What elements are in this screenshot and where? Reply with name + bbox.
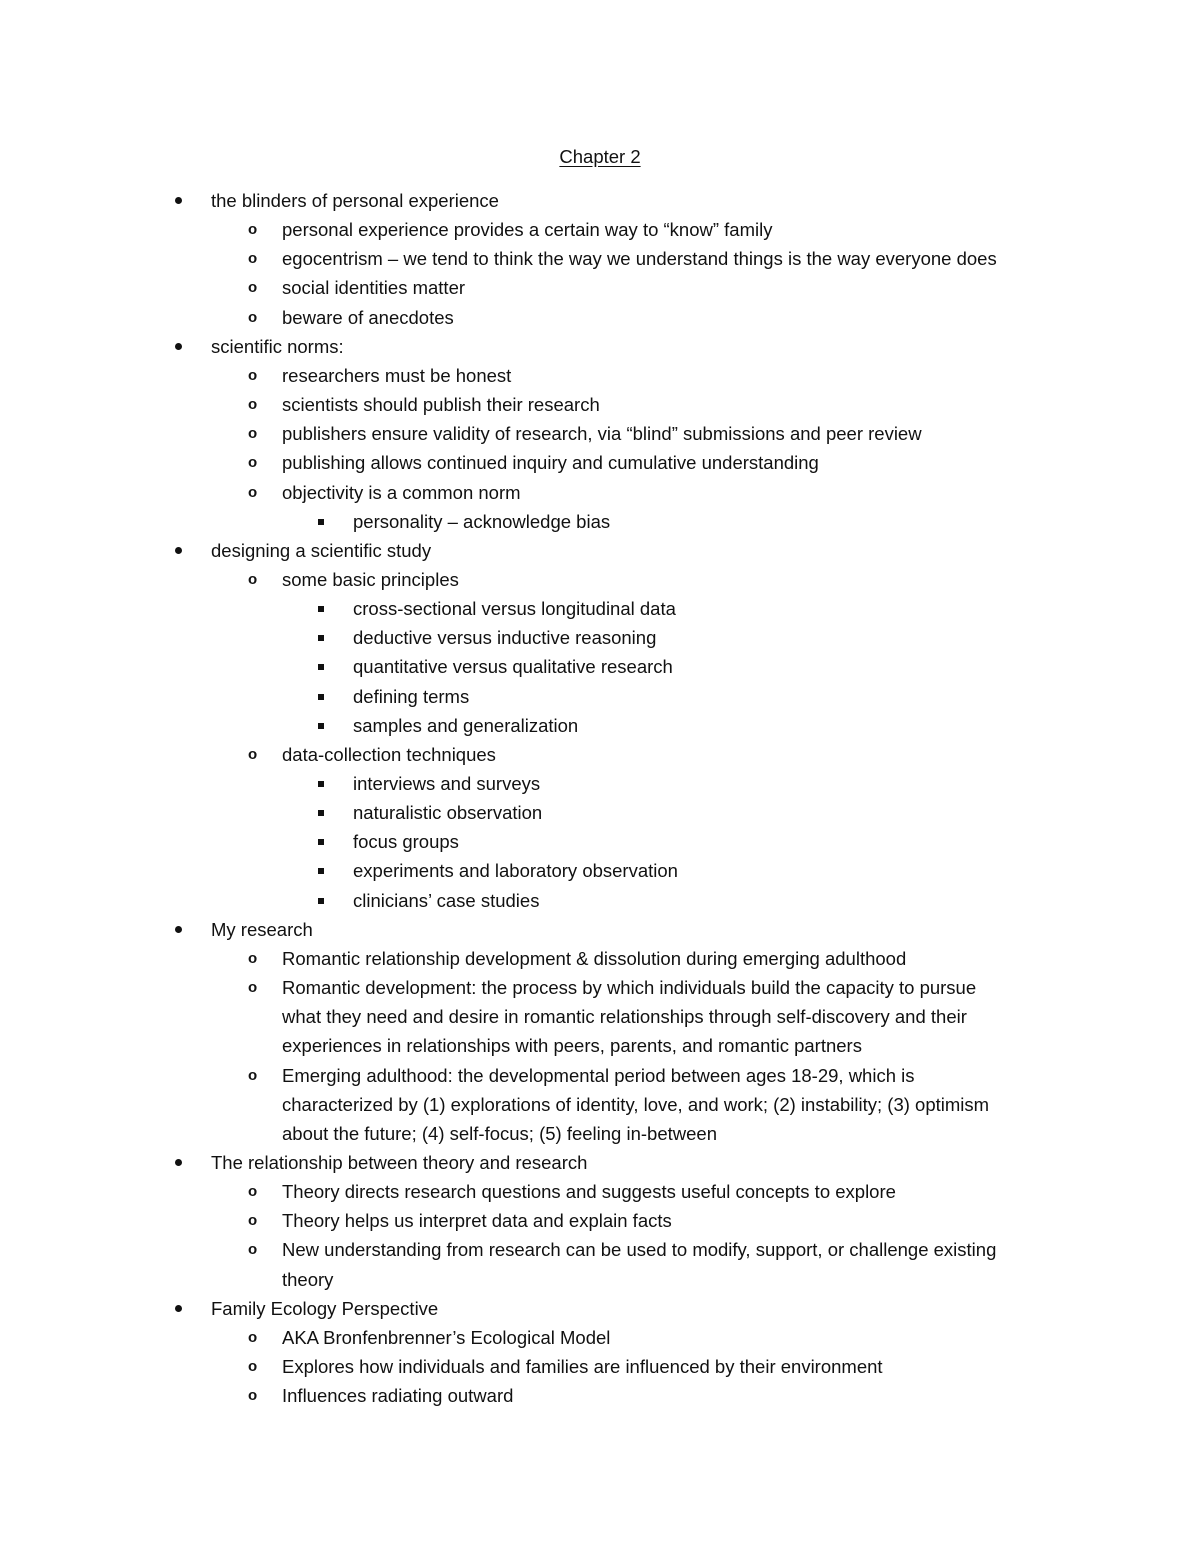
list-item-level-2: AKA Bronfenbrenner’s Ecological Model	[282, 1327, 611, 1348]
bullet-square-icon	[318, 781, 324, 787]
list-item-level-1: designing a scientific study	[211, 540, 432, 561]
list-item-level-3: samples and generalization	[353, 715, 579, 736]
bullet-circle-icon: o	[248, 221, 258, 238]
list-item-level-1: The relationship between theory and research	[211, 1152, 588, 1173]
list-item-level-3: quantitative versus qualitative research	[353, 656, 673, 677]
list-item-level-1: the blinders of personal experience	[211, 190, 499, 211]
list-item-level-2: scientists should publish their research	[282, 394, 600, 415]
bullet-circle-icon: o	[248, 454, 258, 471]
bullet-square-icon	[318, 810, 324, 816]
list-item-level-3: deductive versus inductive reasoning	[353, 627, 657, 648]
bullet-circle-icon: o	[248, 396, 258, 413]
list-item-level-2: New understanding from research can be used to modify, support, or challenge existing	[282, 1239, 997, 1260]
bullet-circle-icon: o	[248, 746, 258, 763]
bullet-circle-icon: o	[248, 950, 258, 967]
list-item-continuation: about the future; (4) self-focus; (5) feeling in-between	[282, 1123, 717, 1144]
bullet-circle-icon: o	[248, 1241, 258, 1258]
bullet-disc-icon	[175, 197, 182, 204]
list-item-level-3: clinicians’ case studies	[353, 890, 540, 911]
bullet-circle-icon: o	[248, 309, 258, 326]
bullet-square-icon	[318, 519, 324, 525]
bullet-circle-icon: o	[248, 571, 258, 588]
bullet-circle-icon: o	[248, 425, 258, 442]
bullet-circle-icon: o	[248, 250, 258, 267]
list-item-level-2: publishing allows continued inquiry and cumulative understanding	[282, 452, 819, 473]
bullet-circle-icon: o	[248, 1067, 258, 1084]
bullet-square-icon	[318, 664, 324, 670]
bullet-disc-icon	[175, 343, 182, 350]
bullet-circle-icon: o	[248, 484, 258, 501]
bullet-disc-icon	[175, 1159, 182, 1166]
bullet-square-icon	[318, 635, 324, 641]
list-item-continuation: theory	[282, 1269, 334, 1290]
list-item-level-2: data-collection techniques	[282, 744, 496, 765]
bullet-disc-icon	[175, 926, 182, 933]
bullet-circle-icon: o	[248, 367, 258, 384]
bullet-square-icon	[318, 839, 324, 845]
bullet-square-icon	[318, 868, 324, 874]
bullet-disc-icon	[175, 1305, 182, 1312]
bullet-circle-icon: o	[248, 1329, 258, 1346]
list-item-level-1: Family Ecology Perspective	[211, 1298, 439, 1319]
bullet-circle-icon: o	[248, 1387, 258, 1404]
bullet-square-icon	[318, 694, 324, 700]
list-item-level-2: objectivity is a common norm	[282, 482, 521, 503]
list-item-level-2: Romantic relationship development & dissolution during emerging adulthood	[282, 948, 907, 969]
list-item-level-2: Explores how individuals and families are influenced by their environment	[282, 1356, 883, 1377]
list-item-level-3: experiments and laboratory observation	[353, 860, 678, 881]
list-item-level-3: interviews and surveys	[353, 773, 541, 794]
list-item-level-3: cross-sectional versus longitudinal data	[353, 598, 676, 619]
list-item-continuation: characterized by (1) explorations of identity, love, and work; (2) instability; (3) optimism	[282, 1094, 990, 1115]
bullet-square-icon	[318, 898, 324, 904]
bullet-circle-icon: o	[248, 279, 258, 296]
list-item-level-2: egocentrism – we tend to think the way we understand things is the way everyone does	[282, 248, 997, 269]
list-item-level-2: Romantic development: the process by which individuals build the capacity to pursue	[282, 977, 977, 998]
list-item-level-3: focus groups	[353, 831, 459, 852]
bullet-disc-icon	[175, 547, 182, 554]
list-item-level-2: some basic principles	[282, 569, 459, 590]
list-item-level-2: researchers must be honest	[282, 365, 512, 386]
list-item-level-1: My research	[211, 919, 313, 940]
bullet-square-icon	[318, 723, 324, 729]
page-title: Chapter 2	[559, 146, 641, 167]
list-item-level-2: Influences radiating outward	[282, 1385, 514, 1406]
list-item-continuation: what they need and desire in romantic relationships through self-discovery and their	[282, 1006, 967, 1027]
list-item-level-2: personal experience provides a certain way to “know” family	[282, 219, 773, 240]
list-item-level-2: social identities matter	[282, 277, 466, 298]
list-item-level-3: naturalistic observation	[353, 802, 543, 823]
list-item-level-2: Theory directs research questions and suggests useful concepts to explore	[282, 1181, 896, 1202]
list-item-level-1: scientific norms:	[211, 336, 344, 357]
bullet-circle-icon: o	[248, 1358, 258, 1375]
bullet-circle-icon: o	[248, 1183, 258, 1200]
list-item-level-2: Theory helps us interpret data and explain facts	[282, 1210, 672, 1231]
bullet-circle-icon: o	[248, 1212, 258, 1229]
list-item-level-3: personality – acknowledge bias	[353, 511, 611, 532]
list-item-level-3: defining terms	[353, 686, 470, 707]
list-item-level-2: Emerging adulthood: the developmental period between ages 18-29, which is	[282, 1065, 915, 1086]
bullet-square-icon	[318, 606, 324, 612]
list-item-level-2: beware of anecdotes	[282, 307, 454, 328]
bullet-circle-icon: o	[248, 979, 258, 996]
list-item-level-2: publishers ensure validity of research, via “blind” submissions and peer review	[282, 423, 922, 444]
list-item-continuation: experiences in relationships with peers, parents, and romantic partners	[282, 1035, 862, 1056]
